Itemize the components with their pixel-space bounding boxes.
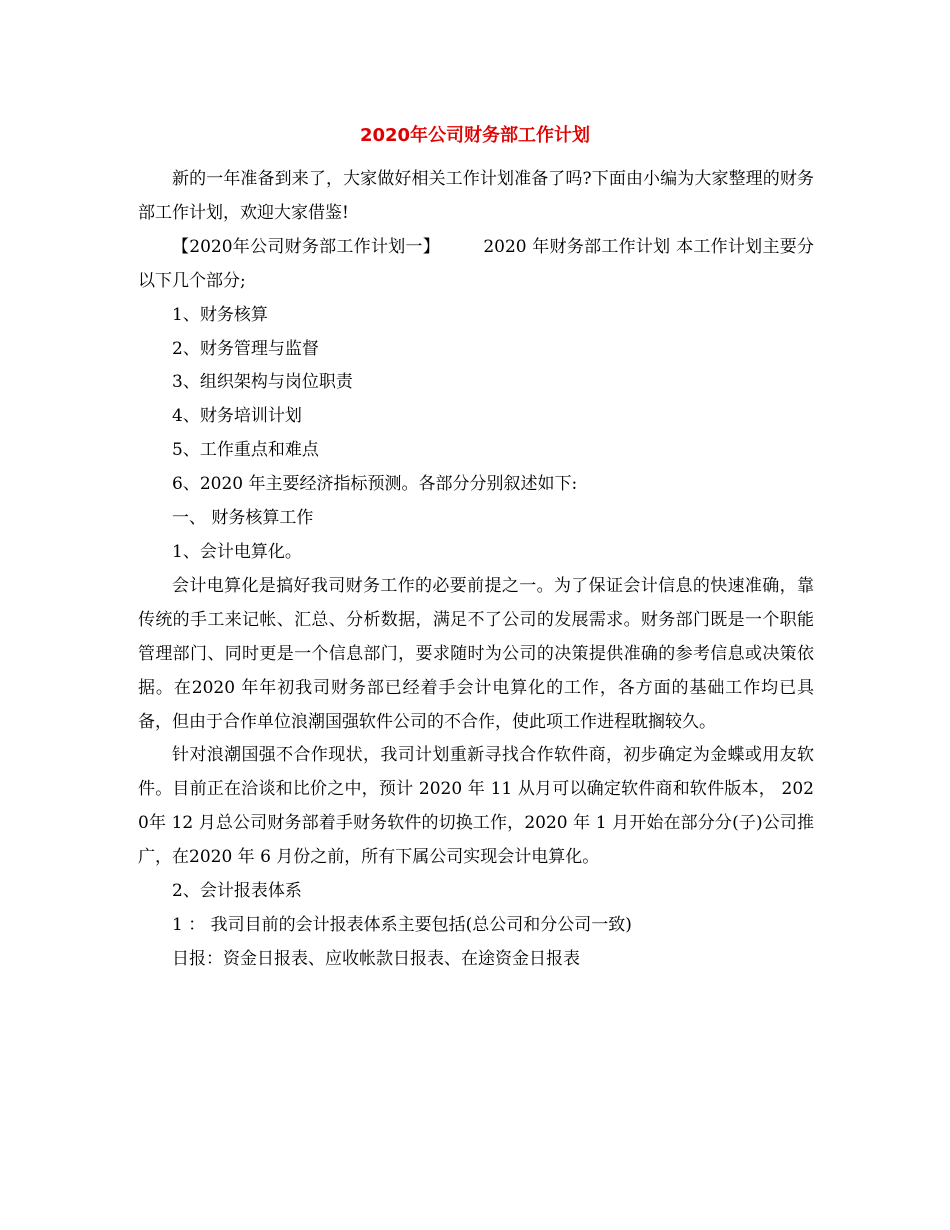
body-paragraph: 针对浪潮国强不合作现状，我司计划重新寻找合作软件商，初步确定为金蝶或用友软件。目前正在洽谈和比价之中，预计 2020 年 11 从月可以确定软件商和软件版本， 2020年 12 月总公司财务部着手财务软件的切换工作，2020 年 1 月开始在部分分(子)公司推广，在2020 年 6 月份之前，所有下属公司实现会计电算化。 <box>138 745 814 868</box>
list-item: 6、2020 年主要经济指标预测。各部分分别叙述如下: <box>172 474 578 495</box>
subsection-heading: 2、会计报表体系 <box>172 881 302 902</box>
body-paragraph: 会计电算化是搞好我司财务工作的必要前提之一。为了保证会计信息的快速准确，靠传统的手工来记帐、汇总、分析数据，满足不了公司的发展需求。财务部门既是一个职能管理部门、同时更是一个信息部门，要求随时为公司的决策提供准确的参考信息或决策依据。在2020 年年初我司财务部已经着手会计电算化的工作，各方面的基础工作均已具备，但由于合作单位浪潮国强软件公司的不合作，使此项工作进程耽搁较久。 <box>138 575 814 732</box>
body-paragraph: 日报：资金日报表、应收帐款日报表、在途资金日报表 <box>172 948 580 969</box>
document-body <box>138 163 814 977</box>
intro-paragraph: 新的一年准备到来了，大家做好相关工作计划准备了吗?下面由小编为大家整理的财务部工作计划，欢迎大家借鉴! <box>138 169 814 223</box>
plan-overview-paragraph: 【2020年公司财务部工作计划一】 2020 年财务部工作计划 本工作计划主要分以下几个部分; <box>138 236 814 291</box>
list-item: 1、财务核算 <box>172 304 268 325</box>
list-item: 2、财务管理与监督 <box>172 338 319 359</box>
subsection-heading: 1、会计电算化。 <box>172 541 302 562</box>
list-item: 5、工作重点和难点 <box>172 440 319 461</box>
page-title: 2020年公司财务部工作计划 <box>359 125 591 146</box>
list-item: 3、组织架构与岗位职责 <box>172 372 353 393</box>
section-heading: 一、 财务核算工作 <box>172 508 314 529</box>
list-item: 4、财务培训计划 <box>172 406 302 427</box>
body-paragraph: 1 ： 我司目前的会计报表体系主要包括(总公司和分公司一致) <box>172 914 632 935</box>
